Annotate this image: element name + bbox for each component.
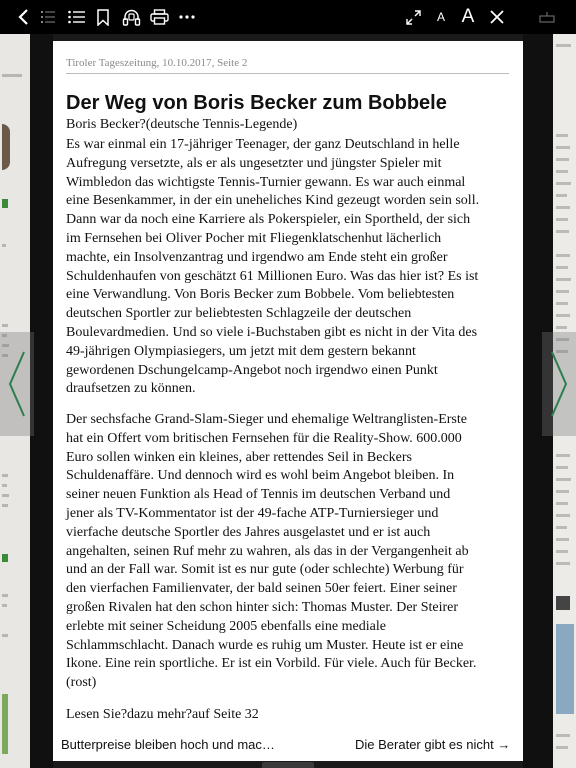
next-page-button[interactable]	[542, 332, 576, 436]
text-line: Ikone. Eine rein sportliche. Er ist ein Vorbild. Für viele. Auch für Becker.	[66, 656, 477, 672]
download-button[interactable]	[538, 6, 556, 28]
text-line: Schuldenaffäre. Und dennoch wird es wohl beim Angebot bleiben. In	[66, 468, 455, 484]
text-line: Der sechsfache Grand-Slam-Sieger und ehemalige Weltranglisten-Erste	[66, 412, 467, 427]
font-large-label: A	[461, 6, 475, 27]
font-small-label: A	[436, 10, 445, 24]
chevron-left-icon	[17, 8, 29, 26]
table-of-contents-button[interactable]	[66, 6, 86, 28]
article-teaser: Lesen Sie?dazu mehr?auf Seite 32	[66, 707, 259, 722]
more-icon	[179, 15, 195, 19]
decrease-font-button[interactable]	[433, 6, 449, 28]
text-line: gewordenen Dschungelcamp-Angebot noch irgendwo einen Punkt	[66, 362, 438, 378]
reader-toolbar	[0, 0, 576, 34]
print-button[interactable]	[148, 6, 170, 28]
text-line: angehalten, seinen Ruf mehr zu wahren, als das in der Vergangenheit ab	[66, 543, 469, 559]
text-line: den vierfachen Familienvater, der bald seinen 50er feiert. Einer seiner	[66, 581, 457, 597]
list-icon	[68, 10, 85, 24]
bottom-handle[interactable]	[262, 762, 314, 768]
text-line: Euro sollen winken ein kleines, aber rettendes Seil in Beckers	[66, 449, 413, 465]
article-paragraph-2	[66, 411, 516, 693]
thumbnails-button[interactable]	[38, 6, 58, 28]
text-line: Schuldenhaufen von geschätzt 61 Millionen Euro. Was das hier ist? Es ist	[66, 268, 479, 284]
chevron-left-icon	[7, 349, 27, 419]
text-line: Aufregung versetzte, als er als ungesetzter und jüngster Spieler mit	[66, 155, 442, 171]
text-line: 49-jährigen Olympiasiegers, um jetzt mit dem gestern bekannt	[66, 343, 416, 359]
arrow-right-icon: →	[497, 737, 511, 752]
text-line: machte, ein Insolvenzantrag und irgendwo am Ende steht ein großer	[66, 249, 448, 265]
text-line: im Fernsehen bei Oliver Pocher mit Fliegenklatschenhut lächerlich	[66, 230, 442, 246]
previous-article-link[interactable]: Butterpreise bleiben hoch und mac…	[61, 737, 275, 752]
text-line: Wimbledon das wichtigste Tennis-Turnier gewann. Es war auch einmal	[66, 174, 466, 190]
fullscreen-button[interactable]	[403, 6, 423, 28]
article-title: Der Weg von Boris Becker zum Bobbele	[66, 92, 447, 114]
text-line: draufsetzen zu können.	[66, 381, 196, 397]
text-line: Dann war da noch eine Karriere als Pokerspieler, ein Sportheld, der sich	[66, 212, 471, 228]
headphones-icon	[122, 9, 141, 26]
text-line: eine Besenkammer, in der ein uneheliches Kind gezeugt worden sein soll.	[66, 193, 480, 209]
text-line: (rost)	[66, 675, 97, 691]
back-button[interactable]	[14, 6, 32, 28]
article-subtitle: Boris Becker?(deutsche Tennis-Legende)	[66, 117, 298, 132]
text-line: vierfache deutsche Sportler des Jahres ausgelastet und er ist auch	[66, 524, 431, 540]
chevron-right-icon	[549, 349, 569, 419]
close-button[interactable]	[487, 6, 507, 28]
text-line: und an der Fall war. Somit ist es nur gute (oder schlechte) Werbung für	[66, 562, 464, 578]
listen-button[interactable]	[120, 6, 142, 28]
text-line: jener als TV-Kommentator ist der 49-fache ATP-Turniersieger und	[66, 505, 439, 521]
text-line: Schlammschlacht. Danach wurde es ruhig um Muster. Heute ist er eine	[66, 637, 464, 653]
article-paragraph-1	[66, 136, 516, 399]
article-card	[53, 41, 523, 761]
bookmark-icon	[97, 9, 109, 26]
text-line: Es war einmal ein 17-jähriger Teenager, der ganz Deutschland in helle	[66, 137, 460, 152]
close-icon	[490, 10, 504, 24]
next-article-link[interactable]	[355, 737, 510, 752]
text-line: erlebte mit seiner Scheidung 2005 ebenfalls eine mediale	[66, 618, 386, 634]
text-line: hat ein Offert vom britischen Fernsehen für die Reality-Show. 600.000	[66, 430, 462, 446]
text-line: Boulevardmedien. Und so viele i-Buchstaben gibt es nicht in der Vita des	[66, 324, 478, 340]
fullscreen-icon	[406, 10, 421, 25]
increase-font-button[interactable]	[457, 6, 479, 28]
article-source: Tiroler Tageszeitung, 10.10.2017, Seite 2	[66, 57, 248, 69]
text-line: eine Verwandlung. Von Boris Becker zum Bobbele. Vom beliebtesten	[66, 287, 455, 303]
text-line: großen Rivalen hat den schon hinter sich: Thomas Muster. Der Steirer	[66, 599, 459, 615]
previous-page-button[interactable]	[0, 332, 34, 436]
thumbnails-icon	[41, 10, 55, 24]
text-line: deutschen Sportler zur beliebtesten Schlagzeile der deutschen	[66, 306, 412, 322]
print-icon	[150, 9, 169, 25]
more-button[interactable]	[177, 6, 197, 28]
tray-icon	[539, 11, 555, 23]
text-line: seiner neuen Funktion als Head of Tennis im deutschen Verband und	[66, 487, 451, 503]
divider	[66, 73, 509, 74]
bookmark-button[interactable]	[95, 6, 111, 28]
next-article-label: Die Berater gibt es nicht	[355, 737, 494, 752]
